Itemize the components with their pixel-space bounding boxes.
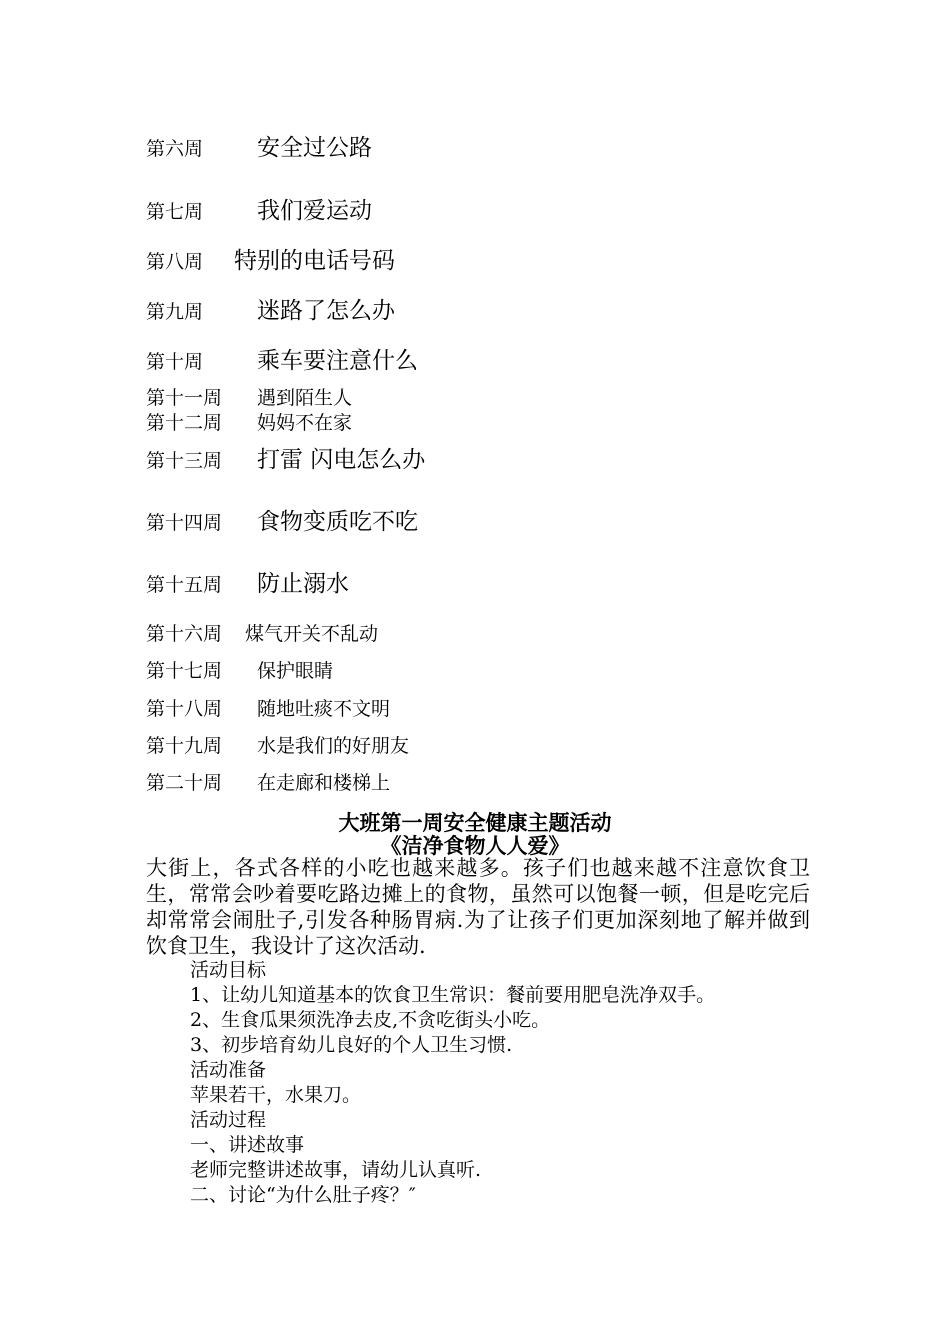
week-topic: 乘车要注意什么 [257,348,418,374]
week-label: 第九周 [146,301,204,323]
week-label: 第十四周 [146,512,223,534]
week-topic: 随地吐痰不文明 [257,698,391,720]
week-label: 第六周 [146,138,204,160]
week-topic: 特别的电话号码 [234,248,395,274]
week-label: 第八周 [146,251,204,273]
week-topic: 我们爱运动 [257,198,372,224]
week-label: 第十七周 [146,660,223,682]
intro-paragraph: 大街上，各式各样的小吃也越来越多。孩子们也越来越不注意饮食卫生，常常会吵着要吃路边摊上的食物，虽然可以饱餐一顿，但是吃完后却常常会闹肚子,引发各种肠胃病.为了让孩子们更加深刻地了解并做到饮食卫生，我设计了这次活动. [146,856,810,958]
process-step: 一、讲述故事 [190,1134,305,1156]
week-topic: 遇到陌生人 [257,387,353,409]
week-label: 第十五周 [146,574,223,596]
week-label: 第十一周 [146,387,223,409]
week-topic: 保护眼睛 [257,660,334,682]
preparation-item: 苹果若干，水果刀。 [190,1084,362,1106]
goal-item: 2、生食瓜果须洗净去皮,不贪吃街头小吃。 [190,1009,551,1031]
section-heading-process: 活动过程 [190,1109,267,1131]
week-topic: 食物变质吃不吃 [257,509,418,535]
week-topic: 煤气开关不乱动 [245,623,379,645]
section-heading-preparation: 活动准备 [190,1059,267,1081]
week-topic: 打雷 闪电怎么办 [257,447,426,473]
week-label: 第十九周 [146,735,223,757]
week-label: 第十二周 [146,412,223,434]
section-heading-goals: 活动目标 [190,959,267,981]
lesson-subtitle: 《洁净食物人人爱》 [380,833,570,858]
week-topic: 在走廊和楼梯上 [257,772,391,794]
week-topic: 防止溺水 [257,571,349,597]
week-label: 第十六周 [146,623,223,645]
lesson-title: 大班第一周安全健康主题活动 [338,810,612,835]
process-step: 二、讨论“为什么肚子疼？″ [190,1184,416,1206]
process-step-detail: 老师完整讲述故事，请幼儿认真听. [190,1159,482,1181]
week-label: 第十周 [146,351,204,373]
week-label: 第十八周 [146,698,223,720]
week-topic: 安全过公路 [257,135,372,161]
week-label: 第十三周 [146,450,223,472]
goal-item: 1、让幼儿知道基本的饮食卫生常识：餐前要用肥皂洗净双手。 [190,984,716,1006]
week-topic: 妈妈不在家 [257,412,353,434]
week-topic: 水是我们的好朋友 [257,735,410,757]
week-label: 第七周 [146,201,204,223]
goal-item: 3、初步培育幼儿良好的个人卫生习惯. [190,1034,513,1056]
week-topic: 迷路了怎么办 [257,298,395,324]
week-label: 第二十周 [146,772,223,794]
